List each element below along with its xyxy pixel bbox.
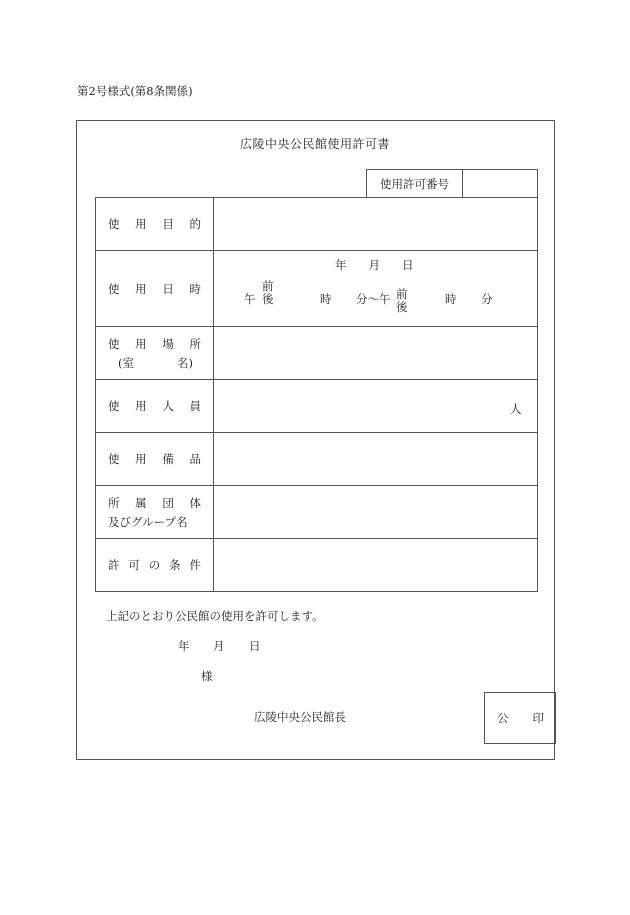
equipment-label: 使 用 備 品	[96, 433, 214, 486]
usage-date-template: 年 月 日	[335, 258, 414, 272]
people-label: 使 用 人 員	[96, 380, 214, 433]
document-title: 広陵中央公民館使用許可書	[239, 137, 390, 151]
addressee-honorific: 様	[201, 669, 213, 683]
official-seal-box: 公 印	[484, 692, 556, 744]
conditions-label: 許 可 の 条 件	[96, 539, 214, 592]
issue-date-year: 年	[178, 639, 190, 653]
people-field[interactable]	[214, 380, 538, 433]
purpose-label: 使 用 目 的	[96, 198, 214, 251]
permit-statement: 上記のとおり公民館の使用を許可します。	[106, 609, 324, 623]
conditions-field[interactable]	[214, 539, 538, 592]
permit-number-label: 使用許可番号	[367, 170, 463, 198]
place-label: 使 用 場 所 (室 名)	[96, 327, 214, 380]
permit-number-box	[366, 169, 538, 198]
start-ampm-choice: 前 後	[262, 279, 274, 306]
end-hour-unit: 時	[445, 292, 457, 306]
start-ampm-prefix: 午	[244, 292, 256, 306]
purpose-field[interactable]	[214, 198, 538, 251]
issuer-name: 広陵中央公民館長	[254, 710, 346, 724]
equipment-field[interactable]	[214, 433, 538, 486]
permit-number-field[interactable]	[463, 170, 537, 198]
people-unit: 人	[510, 402, 522, 416]
permit-details-table	[95, 197, 538, 592]
datetime-label: 使 用 日 時	[96, 251, 214, 327]
group-label: 所 属 団 体 及びグループ名	[96, 486, 214, 539]
form-number-label: 第2号様式(第8条関係)	[77, 84, 193, 98]
issue-date-day: 日	[249, 639, 261, 653]
start-hour-unit: 時	[320, 292, 332, 306]
start-minute-to: 分～午	[356, 292, 391, 306]
place-field[interactable]	[214, 327, 538, 380]
group-field[interactable]	[214, 486, 538, 539]
issue-date-month: 月	[213, 639, 225, 653]
end-ampm-choice: 前 後	[396, 287, 408, 314]
end-minute-unit: 分	[481, 292, 493, 306]
